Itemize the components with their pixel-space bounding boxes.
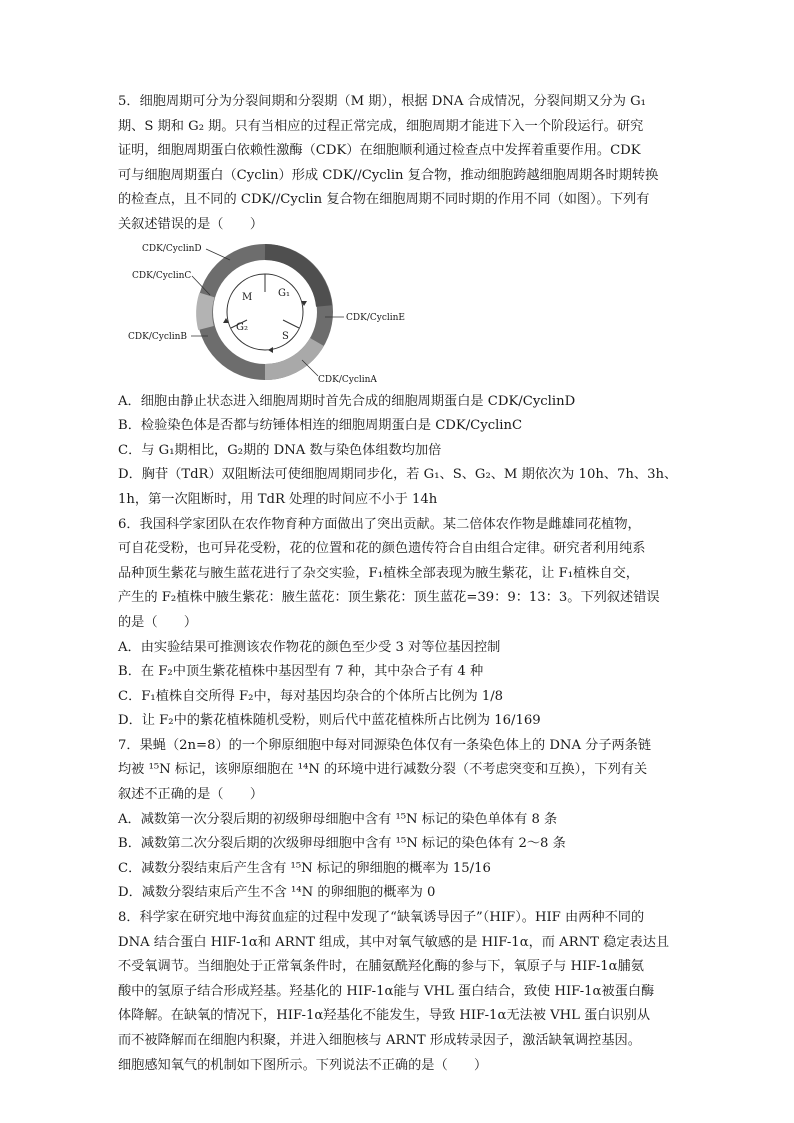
exam-page	[118, 90, 684, 1078]
question-5-options	[118, 390, 684, 513]
q7-line: 叙述不正确的是（ ）	[118, 787, 264, 803]
q5-option-a: A．细胞由静止状态进入细胞周期时首先合成的细胞周期蛋白是 CDK/CyclinD	[118, 393, 576, 409]
phase-g2-label: G₂	[236, 321, 248, 333]
question-6	[118, 513, 684, 734]
label-cdk-cyclinD: CDK/CyclinD	[142, 243, 202, 254]
q5-line: 证明，细胞周期蛋白依赖性激酶（CDK）在细胞顺利通过检查点中发挥着重要作用。CDK	[118, 143, 641, 159]
question-8	[118, 906, 684, 1078]
q8-line: 不受氧调节。当细胞处于正常氧条件时，在脯氨酰羟化酶的参与下，氧原子与 HIF-1α脯氨	[118, 959, 644, 975]
q5-option-d-cont: 1h，第一次阻断时，用 TdR 处理的时间应不小于 14h	[118, 491, 438, 507]
q5-line: 的检查点，且不同的 CDK//Cyclin 复合物在细胞周期不同时期的作用不同（如图）。下列有	[118, 192, 650, 208]
q7-option-d: D．减数分裂结束后产生不含 ¹⁴N 的卵细胞的概率为 0	[118, 885, 436, 901]
label-cdk-cyclinA: CDK/CyclinA	[318, 374, 377, 385]
q5-line: 期、S 期和 G₂ 期。只有当相应的过程正常完成，细胞周期才能进下入一个阶段运行。研究	[118, 118, 644, 134]
q7-line: 7．果蝇（2n=8）的一个卵原细胞中每对同源染色体仅有一条染色体上的 DNA 分子两条链	[118, 737, 652, 753]
question-7	[118, 734, 684, 906]
q8-line: 酸中的氢原子结合形成羟基。羟基化的 HIF-1α能与 VHL 蛋白结合，致使 HIF-1α被蛋白酶	[118, 983, 655, 999]
label-cdk-cyclinC: CDK/CyclinC	[132, 270, 192, 281]
phase-m-label: M	[242, 291, 253, 303]
q5-line: 可与细胞周期蛋白（Cyclin）形成 CDK//Cyclin 复合物，推动细胞跨越细胞周期各时期转换	[118, 167, 659, 183]
q6-line: 可自花受粉，也可异花受粉，花的位置和花的颜色遗传符合自由组合定律。研究者利用纯系	[118, 541, 646, 557]
q5-option-c: C．与 G₁期相比，G₂期的 DNA 数与染色体组数均加倍	[118, 442, 442, 458]
phase-s-label: S	[282, 330, 289, 342]
q5-line: 5．细胞周期可分为分裂间期和分裂期（M 期），根据 DNA 合成情况，分裂间期又分为 G₁	[118, 94, 646, 109]
q5-option-d: D．胸苷（TdR）双阻断法可使细胞周期同步化，若 G₁、S、G₂、M 期依次为 10h、7h、3h、	[118, 467, 678, 483]
q8-line: 体降解。在缺氧的情况下，HIF-1α羟基化不能发生，导致 HIF-1α无法被 VHL 蛋白识别从	[118, 1008, 651, 1024]
q7-line: 均被 ¹⁵N 标记，该卵原细胞在 ¹⁴N 的环境中进行减数分裂（不考虑突变和互换），下列有关	[118, 762, 648, 778]
q7-option-b: B．减数第二次分裂后期的次级卵母细胞中含有 ¹⁵N 标记的染色体有 2～8 条	[118, 836, 566, 852]
q6-line: 产生的 F₂植株中腋生紫花：腋生蓝花：顶生紫花：顶生蓝花=39：9：13：3。下列叙述错误	[118, 590, 660, 606]
q6-option-c: C．F₁植株自交所得 F₂中，每对基因均杂合的个体所占比例为 1/8	[118, 688, 504, 704]
label-cdk-cyclinE: CDK/CyclinE	[346, 312, 405, 323]
q6-line: 的是（ ）	[118, 614, 198, 630]
cell-cycle-diagram	[118, 240, 418, 390]
question-5-stem	[118, 90, 684, 238]
q7-option-c: C．减数分裂结束后产生含有 ¹⁵N 标记的卵细胞的概率为 15/16	[118, 860, 491, 876]
q8-line: DNA 结合蛋白 HIF-1α和 ARNT 组成，其中对氧气敏感的是 HIF-1α，而 ARNT 稳定表达且	[118, 934, 670, 950]
q6-option-b: B．在 F₂中顶生紫花植株中基因型有 7 种，其中杂合子有 4 种	[118, 664, 484, 680]
q6-line: 品种顶生紫花与腋生蓝花进行了杂交实验，F₁植株全部表现为腋生紫花，让 F₁植株自交，	[118, 565, 639, 581]
q5-option-b: B．检验染色体是否都与纺锤体相连的细胞周期蛋白是 CDK/CyclinC	[118, 418, 523, 434]
q6-option-a: A．由实验结果可推测该农作物花的颜色至少受 3 对等位基因控制	[118, 639, 501, 655]
cell-cycle-figure	[118, 240, 684, 390]
ring-segment-cyclinC	[204, 295, 207, 328]
q7-option-a: A．减数第一次分裂后期的初级卵母细胞中含有 ¹⁵N 标记的染色单体有 8 条	[118, 811, 558, 827]
q8-line: 细胞感知氧气的机制如下图所示。下列说法不正确的是（ ）	[118, 1057, 488, 1073]
q5-line: 关叙述错误的是（ ）	[118, 216, 264, 232]
phase-g1-label: G₁	[278, 287, 290, 299]
q8-line: 8．科学家在研究地中海贫血症的过程中发现了“缺氧诱导因子”（HIF）。HIF 由两种不同的	[118, 910, 645, 926]
label-cdk-cyclinB: CDK/CyclinB	[128, 331, 188, 342]
pointer-line	[206, 249, 230, 260]
q8-line: 而不被降解而在细胞内积聚，并进入细胞核与 ARNT 形成转录因子，激活缺氧调控基因。	[118, 1033, 641, 1048]
q6-line: 6．我国科学家团队在农作物育种方面做出了突出贡献。某二倍体农作物是雌雄同花植物，	[118, 516, 641, 532]
q6-option-d: D．让 F₂中的紫花植株随机受粉，则后代中蓝花植株所占比例为 16/169	[118, 713, 541, 729]
